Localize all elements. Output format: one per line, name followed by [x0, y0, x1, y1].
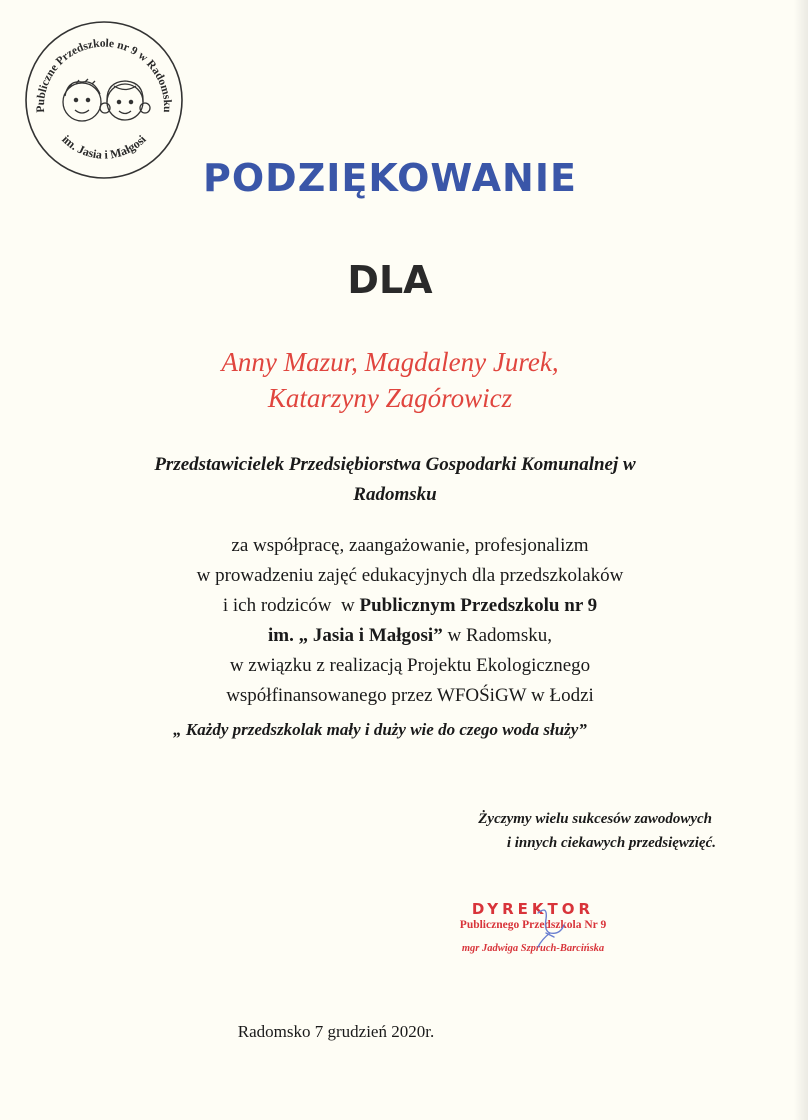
wishes	[478, 807, 716, 855]
project-title: „ Każdy przedszkolak mały i duży wie do czego woda służy”	[173, 720, 587, 739]
for-label: DLA	[347, 258, 433, 302]
seal-outer-text: Publiczne Przedszkole nr 9 w Radomsku	[34, 37, 174, 113]
body-line-6: współfinansowanego przez WFOŚiGW w Łodzi	[226, 685, 594, 706]
organization	[40, 450, 750, 510]
seal-inner-text: im. Jasia i Małgosi	[59, 132, 149, 162]
wishes-line-1: Życzymy wielu sukcesów zawodowych	[478, 811, 712, 827]
stamp-role: DYREKTOR	[471, 900, 595, 918]
body-line-3	[100, 591, 720, 621]
handwritten-signature	[520, 903, 580, 953]
stamp-institution: Publicznego Przedszkola Nr 9	[459, 919, 607, 931]
organization-line-1: Przedstawicielek Przedsiębiorstwa Gospodarki Komunalnej w	[154, 454, 636, 475]
body-line-5: w związku z realizacją Projektu Ekologicznego	[229, 655, 591, 676]
organization-line-2: Radomsku	[353, 484, 437, 505]
page-edge	[794, 0, 808, 1120]
place-and-date: Radomsko 7 grudzień 2020r.	[237, 1022, 435, 1041]
wishes-line-2: i innych ciekawych przedsięwzięć.	[506, 835, 716, 851]
stamp-director-name: mgr Jadwiga Szpruch-Barcińska	[461, 943, 605, 954]
boy-face-icon	[63, 79, 101, 121]
recipients-line-2: Katarzyny Zagórowicz	[267, 383, 513, 413]
thanks-body	[100, 531, 720, 711]
girl-face-icon	[100, 81, 150, 120]
document-title: PODZIĘKOWANIE	[203, 156, 577, 200]
recipients-line-1: Anny Mazur, Magdaleny Jurek,	[221, 347, 559, 377]
body-line-4	[100, 621, 720, 651]
recipients	[0, 344, 780, 416]
body-line-1: za współpracę, zaangażowanie, profesjonalizm	[231, 535, 589, 556]
kindergarten-patron: im. „ Jasia i Małgosi”	[268, 625, 443, 646]
body-line-4-plain: w Radomsku,	[442, 625, 552, 646]
body-line-3-plain: i ich rodziców w	[222, 595, 360, 616]
kindergarten-name: Publicznym Przedszkolu nr 9	[359, 595, 598, 616]
body-line-2: w prowadzeniu zajęć edukacyjnych dla przedszkolaków	[196, 565, 624, 586]
